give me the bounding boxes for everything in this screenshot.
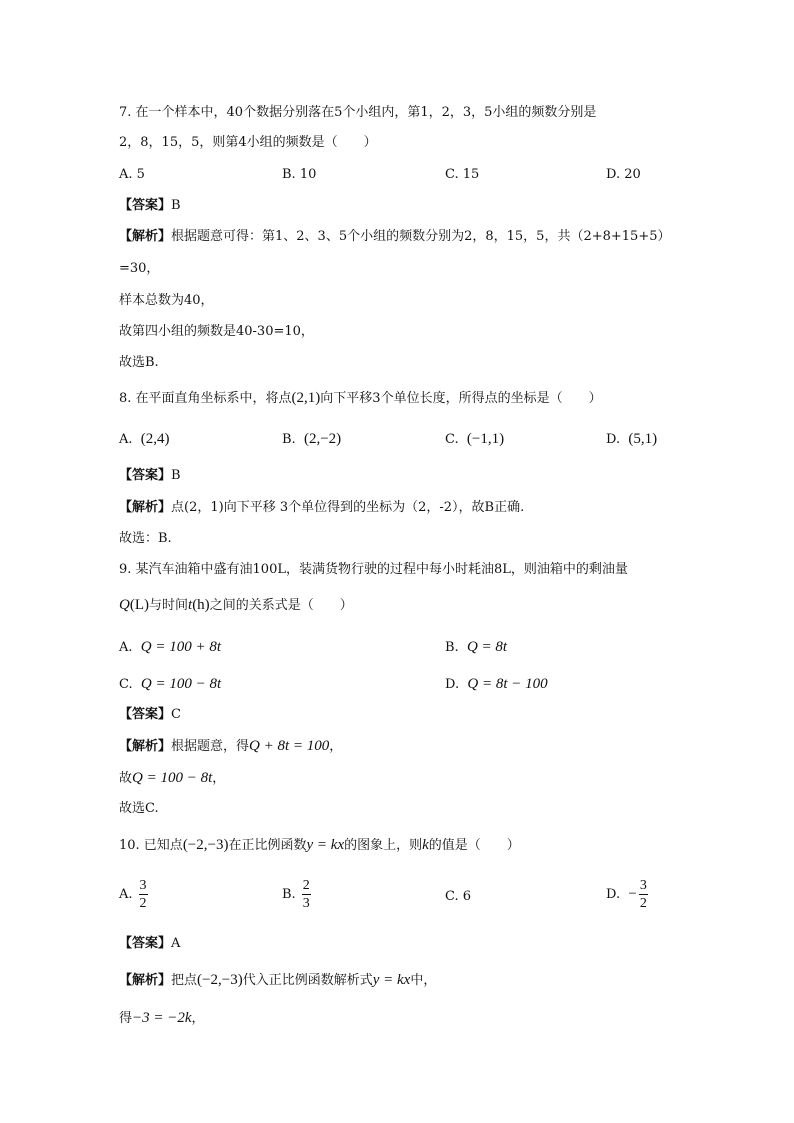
option-letter: C. <box>445 432 459 447</box>
q10-option-d <box>606 878 648 911</box>
q9-option-c <box>119 675 221 694</box>
analysis-equation: −3 = −2k <box>132 1010 192 1026</box>
analysis-equation: Q + 8t = 100 <box>249 738 330 754</box>
q9-stem-line2 <box>119 596 353 615</box>
fraction-denominator: 3 <box>302 896 310 911</box>
q7-option-c: C. 15 <box>445 167 480 182</box>
q10-option-b <box>282 878 311 911</box>
q8-analysis-line2: 故选：B. <box>119 531 172 546</box>
option-letter: D. <box>445 677 460 692</box>
fraction-numerator: 3 <box>139 878 147 893</box>
q10-analysis-line2 <box>119 1009 205 1028</box>
answer-label: 【答案】 <box>119 936 172 951</box>
analysis-text: 代入正比例函数解析式 <box>242 973 373 988</box>
option-value: (2,−2) <box>303 431 342 447</box>
q7-analysis-line2: =30， <box>119 261 160 276</box>
q8-option-c <box>445 430 504 449</box>
q8-answer <box>119 467 181 485</box>
option-value: Q = 100 − 8t <box>140 676 222 692</box>
analysis-text: 把点 <box>171 973 198 988</box>
analysis-func: y = kx <box>372 972 411 988</box>
q7-stem-line1: 7. 在一个样本中，40个数据分别落在5个小组内，第1，2，3，5小组的频数分别是 <box>119 105 597 120</box>
option-sign: − <box>628 886 637 902</box>
fraction <box>302 878 311 911</box>
q7-option-d: D. 20 <box>606 167 641 182</box>
option-letter: D. <box>606 432 621 447</box>
analysis-text: 点(2，1)向下平移 3个单位得到的坐标为（2，-2），故B正确. <box>171 500 525 515</box>
answer-label: 【答案】 <box>119 198 172 213</box>
q9-analysis-line1 <box>119 737 342 756</box>
option-letter: A. <box>119 432 133 447</box>
q9-answer <box>119 706 181 724</box>
q7-analysis-line3: 样本总数为40， <box>119 293 214 308</box>
q9-option-d <box>445 675 548 694</box>
q10-option-a <box>119 878 148 911</box>
analysis-label: 【解析】 <box>119 973 172 988</box>
option-letter: B. <box>282 432 296 447</box>
q9-stem-line1: 9. 某汽车油箱中盛有油100L，装满货物行驶的过程中每小时耗油8L，则油箱中的剩油量 <box>119 562 628 577</box>
answer-value: C <box>171 707 181 722</box>
q10-stem-mid: 在正比例函数 <box>228 838 307 853</box>
q10-stem-point: (−2,−3) <box>182 837 229 853</box>
analysis-equation: Q = 100 − 8t <box>132 770 213 786</box>
analysis-punct: ， <box>191 1011 205 1026</box>
q8-option-d <box>606 430 657 449</box>
option-letter: C. <box>119 677 133 692</box>
fraction-denominator: 2 <box>139 896 147 911</box>
fraction-numerator: 3 <box>639 878 647 893</box>
q9-analysis-line2 <box>119 769 225 788</box>
q9-option-a <box>119 638 221 657</box>
answer-value: B <box>171 198 181 213</box>
q7-answer <box>119 197 181 215</box>
q9-stem-end: 之间的关系式是（ ） <box>209 598 353 613</box>
q10-stem-k: k <box>422 837 429 853</box>
q10-stem <box>119 836 520 855</box>
q8-option-b <box>282 430 341 449</box>
q9-unit-h: (h) <box>192 597 210 613</box>
q10-stem-prefix: 10. 已知点 <box>119 838 183 853</box>
q7-analysis-line5: 故选B. <box>119 355 159 370</box>
q10-analysis-line1 <box>119 971 436 990</box>
analysis-label: 【解析】 <box>119 229 172 244</box>
option-value: 6 <box>462 889 472 904</box>
q7-analysis-line4: 故第四小组的频数是40-30=10， <box>119 324 314 339</box>
option-letter: B. <box>445 640 459 655</box>
q10-stem-mid2: 的图象上，则 <box>344 838 423 853</box>
q10-stem-end: 的值是（ ） <box>428 838 520 853</box>
fraction <box>639 878 648 911</box>
option-letter: C. <box>445 889 459 904</box>
option-letter: B. <box>282 887 296 902</box>
q9-unit-l: (L) <box>129 597 149 613</box>
answer-label: 【答案】 <box>119 707 172 722</box>
fraction-denominator: 2 <box>639 896 647 911</box>
q8-stem-point: (2,1) <box>291 390 321 406</box>
q10-option-c <box>445 888 471 906</box>
option-value: Q = 100 + 8t <box>140 639 222 655</box>
analysis-point: (−2,−3) <box>197 972 243 988</box>
answer-value: B <box>171 468 181 483</box>
q7-option-a: A. 5 <box>119 167 145 182</box>
fraction <box>139 878 148 911</box>
option-letter: A. <box>119 887 133 902</box>
analysis-text: 故 <box>119 771 133 786</box>
q8-stem-suffix: 向下平移3个单位长度，所得点的坐标是（ ） <box>320 391 602 406</box>
q9-stem-mid: 与时间 <box>149 598 189 613</box>
analysis-punct: ， <box>212 771 226 786</box>
analysis-label: 【解析】 <box>119 500 172 515</box>
q7-analysis-line1 <box>119 228 671 246</box>
analysis-text: 中， <box>410 973 437 988</box>
analysis-text: 得 <box>119 1011 133 1026</box>
q8-stem <box>119 389 602 408</box>
analysis-text: 根据题意可得：第1、2、3、5个小组的频数分别为2，8，15，5，共（2+8+15+5） <box>171 229 671 244</box>
q9-option-b <box>445 638 507 657</box>
option-value: Q = 8t <box>466 639 508 655</box>
option-value: Q = 8t − 100 <box>467 676 548 692</box>
option-letter: A. <box>119 640 133 655</box>
q7-option-b: B. 10 <box>282 167 317 182</box>
q10-answer <box>119 935 180 953</box>
q9-analysis-line3: 故选C. <box>119 801 159 816</box>
analysis-text: 根据题意，得 <box>171 739 250 754</box>
option-value: (−1,1) <box>466 431 505 447</box>
q8-option-a <box>119 430 170 449</box>
answer-label: 【答案】 <box>119 468 172 483</box>
q9-var-q: Q <box>119 597 130 613</box>
q8-stem-prefix: 8. 在平面直角坐标系中，将点 <box>119 391 292 406</box>
q10-stem-func: y = kx <box>306 837 345 853</box>
answer-value: A <box>171 936 181 951</box>
q8-analysis-line1 <box>119 499 524 517</box>
option-letter: D. <box>606 887 621 902</box>
analysis-label: 【解析】 <box>119 739 172 754</box>
option-value: (5,1) <box>628 431 658 447</box>
option-value: (2,4) <box>140 431 170 447</box>
q7-stem-line2: 2，8，15，5，则第4小组的频数是（ ） <box>119 135 377 150</box>
analysis-punct: ， <box>329 739 343 754</box>
q9-var-t: t <box>188 597 193 613</box>
fraction-numerator: 2 <box>302 878 310 893</box>
